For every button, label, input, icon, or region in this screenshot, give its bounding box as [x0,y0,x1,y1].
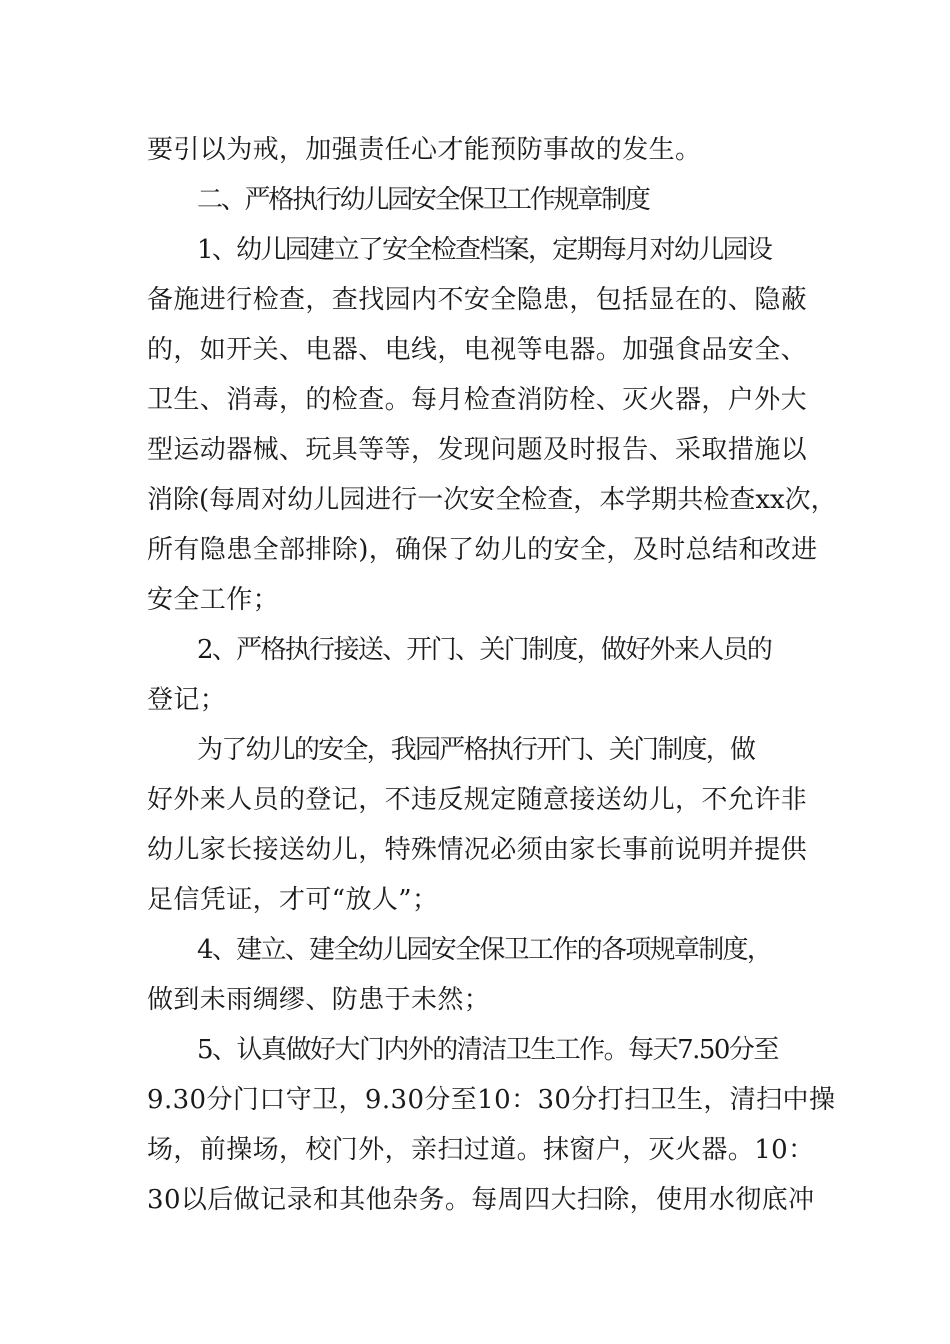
text-line: 30以后做记录和其他杂务。每周四大扫除，使用水彻底冲 [147,1185,815,1215]
text-line: 所有隐患全部排除)，确保了幼儿的安全，及时总结和改进 [147,535,818,565]
text-line: 卫生、消毒，的检查。每月检查消防栓、灭火器，户外大 [147,385,808,415]
text-line: 2、严格执行接送、开门、关门制度，做好外来人员的 [197,635,772,665]
text-line: 好外来人员的登记，不违反规定随意接送幼儿，不允许非 [147,785,808,815]
text-line: 安全工作； [147,585,280,615]
text-line: 为了幼儿的安全，我园严格执行开门、关门制度，做 [197,735,755,765]
text-line: 的，如开关、电器、电线，电视等电器。加强食品安全、 [147,335,808,365]
text-line: 消除(每周对幼儿园进行一次安全检查，本学期共检查xx次， [147,485,837,515]
text-line: 要引以为戒，加强责任心才能预防事故的发生。 [147,135,702,165]
text-line: 做到未雨绸缪、防患于未然； [147,985,491,1015]
text-line: 1、幼儿园建立了安全检查档案，定期每月对幼儿园设 [197,235,772,265]
text-line: 4、建立、建全幼儿园安全保卫工作的各项规章制度， [197,935,772,965]
section-heading: 二、严格执行幼儿园安全保卫工作规章制度 [197,185,649,215]
text-line: 备施进行检查，查找园内不安全隐患，包括显在的、隐蔽 [147,285,808,315]
text-line: 场，前操场，校门外，亲扫过道。抹窗户，灭火器。10： [147,1135,815,1165]
text-line: 幼儿家长接送幼儿，特殊情况必须由家长事前说明并提供 [147,835,808,865]
text-line: 登记； [147,685,227,715]
text-line: 9.30分门口守卫，9.30分至10：30分打扫卫生，清扫中操 [147,1085,836,1115]
text-line: 5、认真做好大门内外的清洁卫生工作。每天7.50分至 [197,1035,778,1065]
text-line: 足信凭证，才可“放人”； [147,885,439,915]
text-line: 型运动器械、玩具等等，发现问题及时报告、采取措施以 [147,435,808,465]
